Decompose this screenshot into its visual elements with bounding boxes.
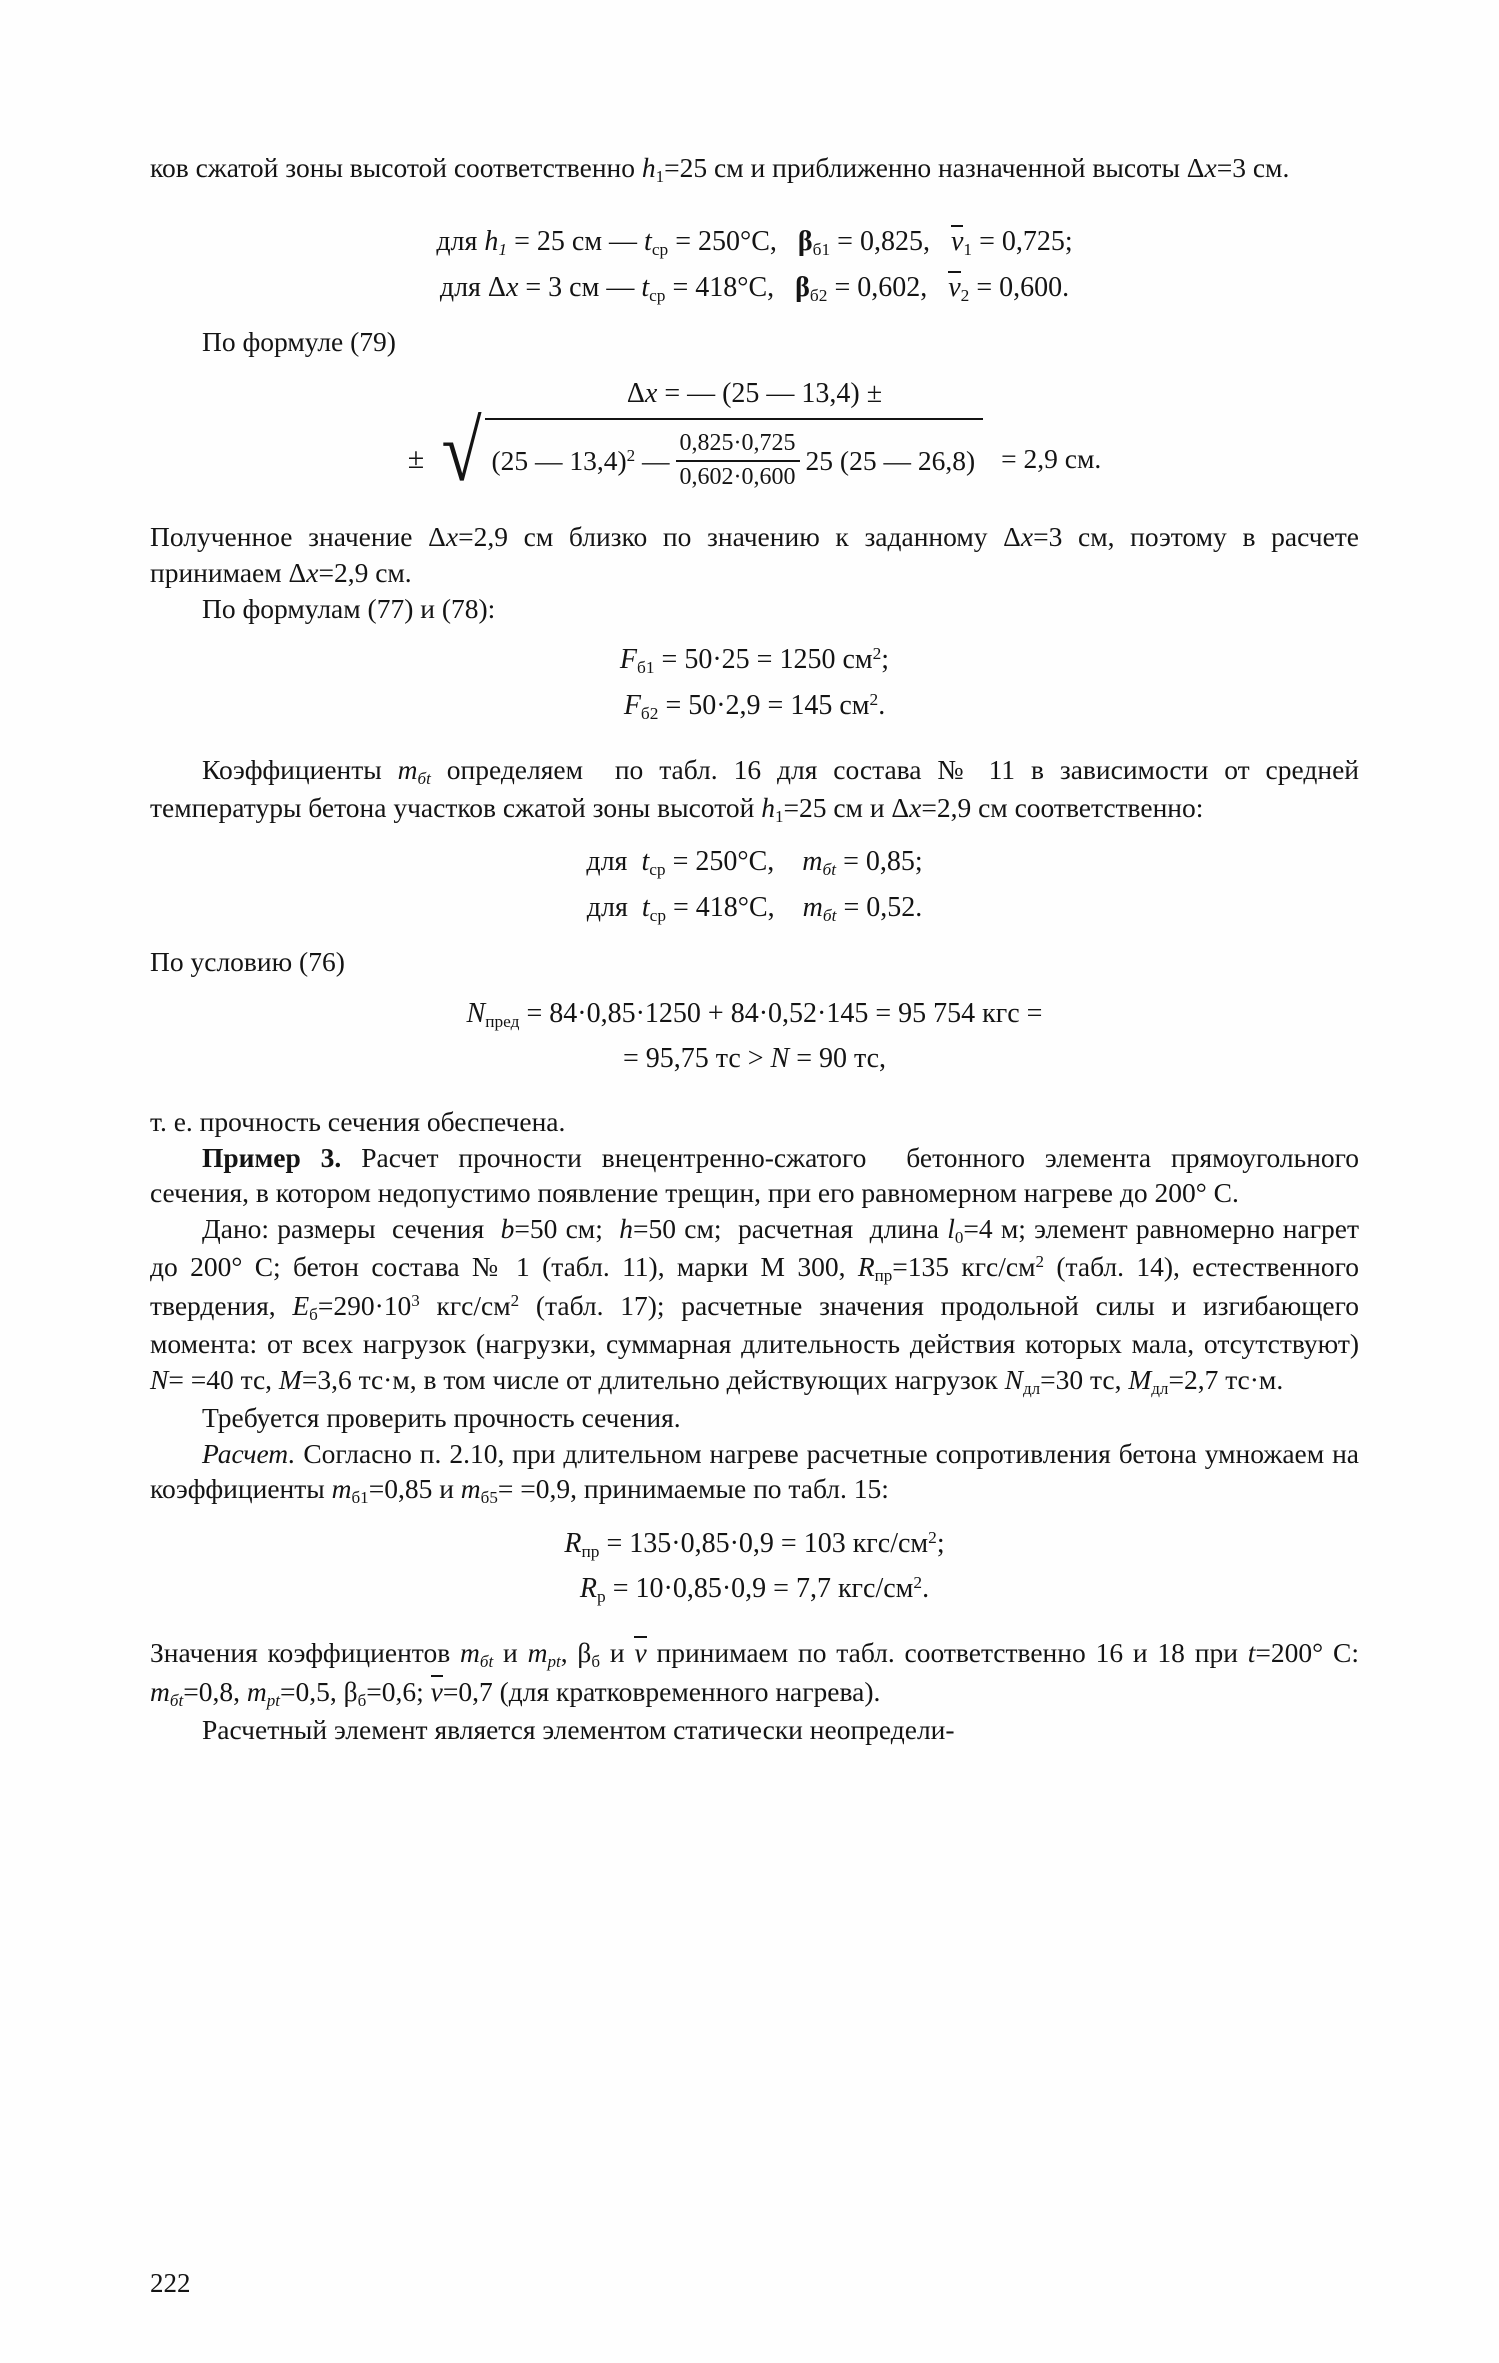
formula-h1-params: для $h_1 = 25$ см — $t_{ср} = 250^\circ С$, $\beta_{б1} = 0,825$, $\nu_1 = 0,725$; [436, 226, 1073, 260]
paragraph-strength-ok: т. е. прочность сечения обеспечена. [150, 1105, 566, 1137]
formula-dx-first-line: Δx = — (25 — 13,4) ± [626, 377, 883, 409]
formula-mbt-418: для $t_{ср} = 418^\circ С$, $m_{бt} = 0,52$. [586, 892, 923, 926]
paragraph-continuation: ков сжатой зоны высотой соответственно $h_1=25$ см и приближенно назначенной высоты Δx=3 см. [150, 152, 1290, 187]
formula-F61: $F_{б1} = 50\cdot 25 = 1250$ $см^2$; [619, 644, 890, 678]
calculation-text: Согласно п. 2.10, при длительном нагреве расчетные сопротивления бетона умножаем на коэффициенты $m_{б1}=0,85$ и $m_{б5}= =0,9$, принимаемые по табл. 15: [150, 1437, 1359, 1508]
paragraph-last: Расчетный элемент является элементом статически неопредели- [202, 1713, 955, 1745]
formula-Npred-result: = 95,75 тс > N = 90 тс, [622, 1043, 887, 1075]
paragraph-example-3 [150, 1140, 1359, 1212]
paragraph-given-data: Дано: размеры сечения b=50 см; h=50 см; расчетная длина $l_0=4$ м; элемент равномерно нагрет до 200° С; бетон состава № 1 (табл. 11), марки М 300, $R_{пр}=135$ кгс/$см^2$ (табл. 14), естественного твердения, $E_б=290\cdot 10^3$ кгс/$см^2$ (табл. 17); расчетные значения продольной силы и изгибающего момента: от всех нагрузок (нагрузки, суммарная длительность действия которых мала, отсутствуют) N= =40 тс, M=3,6 тс·м, в том числе от длительно действующих нагрузок $N_{дл}=30$ тс, $M_{дл}=2,7$ тс·м. [150, 1213, 1359, 1398]
fraction-beta-ratio: $\frac{0,825\cdot 0,725}{0,602\cdot 0,600}$ [676, 430, 800, 491]
radical-sign-icon: √ [441, 402, 482, 499]
formula-Rpr: $R_{пр} = 135\cdot 0,85\cdot 0,9 = 103$ кгс/$см^2$; [564, 1527, 945, 1561]
paragraph-requirement: Требуется проверить прочность сечения. [202, 1401, 681, 1433]
formula-dx-params: для Δx = 3 см — $t_{ср} = 418^\circ С$, $\beta_{б2} = 0,602$, $\nu_2 = 0,600$. [439, 272, 1070, 306]
formula-dx-radical [150, 402, 1359, 499]
formula-Npred: $N_{пред} = 84\cdot 0,85\cdot 1250 + 84\cdot 0,52\cdot 145 = 95$ 754 кгс = [466, 997, 1043, 1031]
plus-minus-sign: ± [407, 442, 425, 476]
page-number: 222 [150, 2268, 191, 2298]
reference-formulas-77-78: По формулам (77) и (78): [202, 592, 496, 624]
paragraph-coefficients-mbt: Коэффициенты $m_{бt}$ определяем по табл. 16 для состава № 11 в зависимости от средней температуры бетона участков сжатой зоны высотой $h_1=25$ см и Δx=2,9 см соответственно: [150, 753, 1359, 827]
example-label: Пример 3. [202, 1141, 342, 1173]
formula-mbt-250: для $t_{ср} = 250^\circ С$, $m_{бt} = 0,85$; [586, 846, 923, 880]
calculation-label: Расчет. [202, 1437, 296, 1469]
reference-formula-79: По формуле (79) [202, 325, 396, 357]
reference-condition-76: По условию (76) [150, 945, 345, 977]
formula-Rp: $R_р = 10\cdot 0,85\cdot 0,9 = 7,7$ кгс/$см^2$. [579, 1573, 930, 1607]
paragraph-dx-conclusion: Полученное значение Δx=2,9 см близко по значению к заданному Δx=3 см, поэтому в расчете принимаем Δx=2,9 см. [150, 521, 1359, 588]
body-text [150, 150, 1359, 1748]
example-description: Расчет прочности внецентренно-сжатого бетонного элемента прямоугольного сечения, в котором недопустимо появление трещин, при его равномерном нагреве до 200° С. [150, 1141, 1360, 1209]
formula-result: = 2,9 см. [1001, 442, 1102, 474]
paragraph-coefficient-values: Значения коэффициентов $m_{бt}$ и $m_{рt}$, $\beta_б$ и ν принимаем по табл. соответственно 16 и 18 при t=200° С: $m_{бt}=0,8$, $m_{рt}=0,5$, $\beta_б=0,6$; ν=0,7 (для кратковременного нагрева). [150, 1637, 1359, 1710]
formula-F62: $F_{б2} = 50\cdot 2,9 = 145$ $см^2$. [623, 690, 886, 724]
radical-tail: 25 (25 — 26,8) [805, 444, 976, 476]
square-root: √ (25 — 13,4)$^2$ — $\frac{0,825\cdot 0,725}{0,602\cdot 0,600}$ 25 (25 — 26,8) [438, 418, 983, 499]
paragraph-calculation [150, 1436, 1359, 1510]
